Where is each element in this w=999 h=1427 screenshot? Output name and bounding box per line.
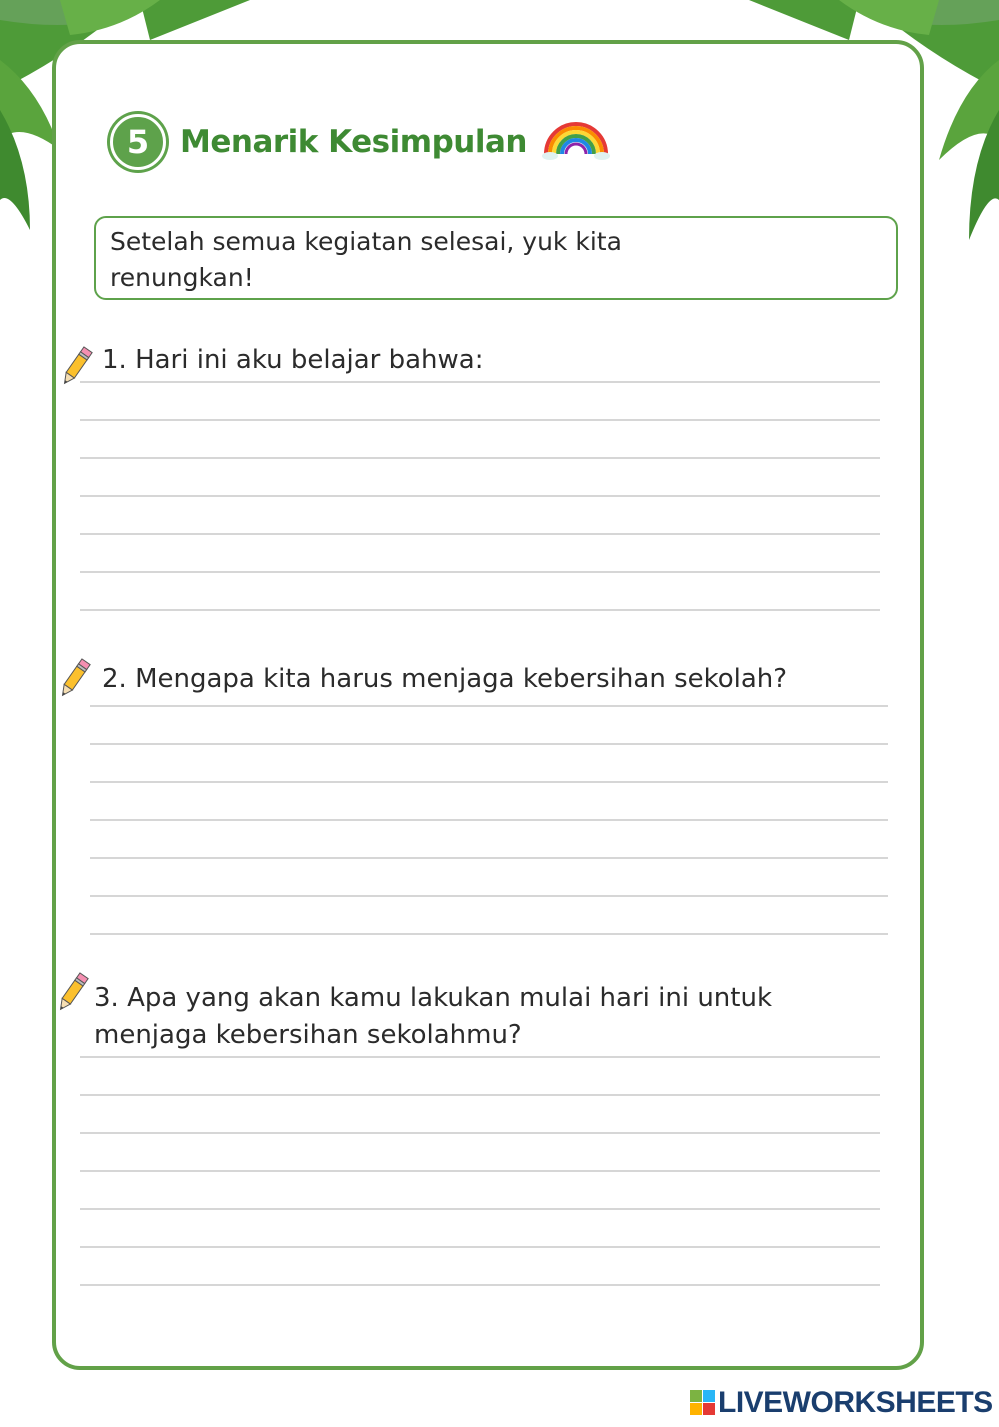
question-2: 2. Mengapa kita harus menjaga kebersihan sekolah? — [102, 664, 788, 694]
answer-line[interactable] — [80, 1094, 880, 1096]
answer-line[interactable] — [80, 381, 880, 383]
answer-line[interactable] — [80, 457, 880, 459]
answer-line[interactable] — [80, 571, 880, 573]
answer-line[interactable] — [80, 1056, 880, 1058]
answer-line[interactable] — [90, 895, 888, 897]
answer-line[interactable] — [80, 1246, 880, 1248]
pencil-icon — [56, 656, 92, 702]
answer-line[interactable] — [80, 533, 880, 535]
intro-box — [94, 216, 898, 300]
pencil-icon — [58, 344, 94, 390]
answer-line[interactable] — [80, 495, 880, 497]
answer-line[interactable] — [90, 819, 888, 821]
answer-line[interactable] — [80, 1208, 880, 1210]
answer-line[interactable] — [90, 933, 888, 935]
answer-line[interactable] — [80, 609, 880, 611]
answer-line[interactable] — [90, 857, 888, 859]
answer-line[interactable] — [90, 781, 888, 783]
intro-text-line2: renungkan! — [110, 263, 254, 292]
liveworksheets-brand: LIVEWORKSHEETS — [718, 1386, 993, 1419]
rainbow-icon — [540, 118, 612, 164]
answer-line[interactable] — [80, 419, 880, 421]
question-1: 1. Hari ini aku belajar bahwa: — [102, 345, 484, 375]
intro-text-line1: Setelah semua kegiatan selesai, yuk kita — [110, 227, 622, 256]
answer-line[interactable] — [80, 1132, 880, 1134]
question-3-line2: menjaga kebersihan sekolahmu? — [94, 1020, 522, 1050]
section-title: Menarik Kesimpulan — [180, 124, 527, 160]
answer-line[interactable] — [90, 705, 888, 707]
section-number-badge: 5 — [110, 114, 166, 170]
liveworksheets-logo — [690, 1388, 993, 1418]
answer-line[interactable] — [80, 1284, 880, 1286]
pencil-icon — [54, 970, 90, 1016]
answer-line[interactable] — [90, 743, 888, 745]
answer-line[interactable] — [80, 1170, 880, 1172]
question-3-line1: 3. Apa yang akan kamu lakukan mulai hari ini untuk — [94, 983, 773, 1013]
liveworksheets-logo-icon — [690, 1390, 716, 1416]
